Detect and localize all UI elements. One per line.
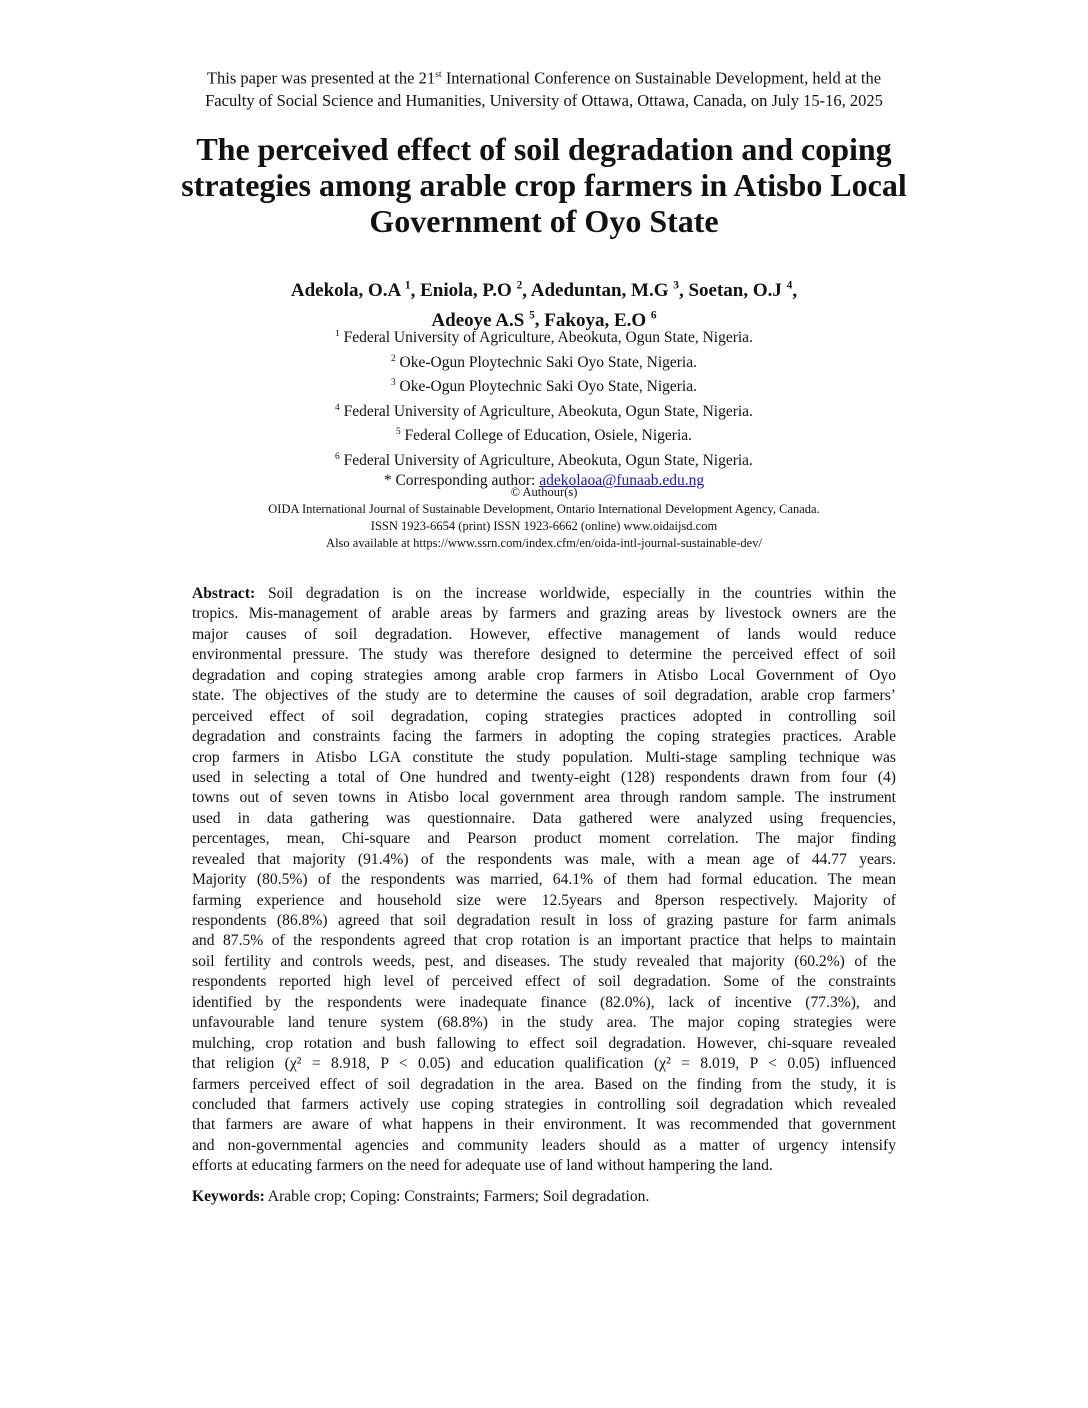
abstract-line: degradation and coping strategies among arable crop farmers in Atisbo Local Government of Oyo bbox=[192, 666, 896, 684]
title-line: strategies among arable crop farmers in Atisbo Local bbox=[181, 167, 907, 203]
abstract-line: respondents reported high level of perceived effect of soil degradation. Some of the constraints bbox=[192, 973, 896, 991]
author: Fakoya, E.O $^6$ bbox=[544, 309, 657, 331]
author: Adeduntan, M.G $^3$ bbox=[530, 280, 679, 302]
corresponding-author: * Corresponding author: adekolaoa@funaab.edu.ng bbox=[383, 472, 705, 490]
abstract bbox=[192, 584, 896, 1177]
affiliation: $^6$ Federal University of Agriculture, Abeokuta, Ogun State, Nigeria. bbox=[335, 451, 753, 469]
issn-line: ISSN 1923-6654 (print) ISSN 1923-6662 (online) www.oidaijsd.com bbox=[370, 519, 718, 533]
abstract-line: environmental pressure. The study was therefore designed to determine the perceived effect of soil bbox=[192, 646, 896, 664]
conference-note bbox=[0, 64, 1088, 112]
author-list: Adekola, O.A $^1$, Eniola, P.O $^2$, Adeduntan, M.G $^3$, Soetan, O.J $^4$, Adeoye A.S $^5$, Fakoya, E.O $^6$ bbox=[290, 280, 798, 331]
conference-note-line-2: Faculty of Social Science and Humanities, University of Ottawa, Ottawa, Canada, on July 15-16, 2025 bbox=[205, 90, 883, 110]
abstract-line: mulching, crop rotation and bush fallowing to effect soil degradation. However, chi-square revealed bbox=[192, 1034, 896, 1052]
affiliation: $^2$ Oke-Ogun Ploytechnic Saki Oyo State, Nigeria. bbox=[391, 353, 697, 371]
abstract-line: revealed that majority (91.4%) of the respondents was male, with a mean age of 44.77 years. bbox=[192, 850, 896, 868]
keywords-label: Keywords: bbox=[192, 1188, 265, 1205]
title-line: The perceived effect of soil degradation and coping bbox=[196, 131, 892, 167]
abstract-line: farmers perceived effect of soil degradation in the area. Based on the finding from the study, it is bbox=[192, 1075, 896, 1093]
affiliation: $^5$ Federal College of Education, Osiele, Nigeria. bbox=[395, 427, 693, 445]
abstract-line: unfavourable land tenure system (68.8%) in the study area. The major coping strategies were bbox=[192, 1014, 896, 1032]
availability-line: Also available at https://www.ssrn.com/index.cfm/en/oida-intl-journal-sustainable-dev/ bbox=[326, 536, 762, 550]
abstract-line: state. The objectives of the study are to determine the causes of soil degradation, arable crop farmers’ bbox=[192, 687, 896, 705]
author: Soetan, O.J $^4$ bbox=[688, 280, 793, 302]
abstract-line: perceived effect of soil degradation, coping strategies practices adopted in controlling soil bbox=[192, 707, 896, 725]
abstract-line: and non-governmental agencies and community leaders should as a matter of urgency intensify bbox=[192, 1136, 896, 1154]
abstract-line: concluded that farmers actively use coping strategies in controlling soil degradation which revealed bbox=[192, 1095, 896, 1113]
author: Adekola, O.A $^1$ bbox=[290, 280, 411, 302]
keywords-text: Arable crop; Coping: Constraints; Farmers; Soil degradation. bbox=[264, 1188, 650, 1205]
affiliation: $^4$ Federal University of Agriculture, Abeokuta, Ogun State, Nigeria. bbox=[335, 402, 753, 420]
copyright-line: © Authour(s) bbox=[510, 485, 578, 499]
abstract-line: tropics. Mis-management of arable areas by farmers and grazing areas by livestock owners are the bbox=[192, 605, 896, 623]
abstract-line: percentages, mean, Chi-square and Pearson product moment correlation. The major finding bbox=[192, 830, 896, 848]
paper-title bbox=[0, 131, 1088, 239]
author: Adeoye A.S $^5$ bbox=[431, 309, 535, 331]
abstract-line: that religion (χ² = 8.918, P < 0.05) and education qualification (χ² = 8.019, P < 0.05) influenced bbox=[192, 1055, 896, 1073]
affiliations bbox=[0, 324, 1088, 492]
abstract-line: that farmers are aware of what happens in their environment. It was recommended that government bbox=[192, 1116, 896, 1134]
abstract-line: Majority (80.5%) of the respondents was married, 64.1% of them had formal education. The mean bbox=[192, 871, 896, 889]
abstract-line: used in selecting a total of One hundred and twenty-eight (128) respondents drawn from four (4) bbox=[192, 768, 896, 786]
affiliation: $^1$ Federal University of Agriculture, Abeokuta, Ogun State, Nigeria. bbox=[335, 329, 753, 347]
abstract-line: crop farmers in Atisbo LGA constitute the study population. Multi-stage sampling technique was bbox=[192, 748, 896, 766]
author: Eniola, P.O $^2$ bbox=[420, 280, 523, 302]
abstract-line: towns out of seven towns in Atisbo local government area through random sample. The instrument bbox=[192, 789, 896, 807]
abstract-line: farming experience and household size were 12.5years and 8person respectively. Majority of bbox=[192, 891, 896, 909]
abstract-line: used in data gathering was questionnaire. Data gathered were analyzed using frequencies, bbox=[192, 809, 896, 827]
abstract-line: degradation and constraints facing the farmers in adopting the coping strategies practices. Arable bbox=[192, 728, 896, 746]
abstract-line: major causes of soil degradation. However, effective management of lands would reduce bbox=[192, 625, 896, 643]
license-block bbox=[0, 484, 1088, 552]
abstract-label: Abstract: bbox=[192, 585, 256, 602]
abstract-line: identified by the respondents were inadequate finance (82.0%), lack of incentive (77.3%), and bbox=[192, 993, 896, 1011]
title-line: Government of Oyo State bbox=[369, 203, 719, 239]
keywords bbox=[192, 1187, 649, 1207]
abstract-line: respondents (86.8%) agreed that soil degradation result in loss of grazing pasture for farm animals bbox=[192, 912, 896, 929]
conference-note-line-1: This paper was presented at the 21st International Conference on Sustainable Development, held at the bbox=[206, 68, 882, 88]
affiliation: $^3$ Oke-Ogun Ploytechnic Saki Oyo State, Nigeria. bbox=[391, 378, 697, 396]
corresponding-email-link[interactable]: adekolaoa@funaab.edu.ng bbox=[539, 472, 705, 490]
journal-line: OIDA International Journal of Sustainable Development, Ontario International Development Agency, Canada. bbox=[268, 502, 820, 516]
abstract-line: and 87.5% of the respondents agreed that crop rotation is an important practice that helps to maintain bbox=[192, 932, 896, 950]
abstract-line: Abstract: Soil degradation is on the increase worldwide, especially in the countries within the bbox=[192, 585, 896, 602]
abstract-line: efforts at educating farmers on the need for adequate use of land without hampering the land. bbox=[192, 1157, 773, 1175]
abstract-line: soil fertility and controls weeds, pest, and diseases. The study revealed that majority (60.2%) of the bbox=[192, 952, 896, 970]
